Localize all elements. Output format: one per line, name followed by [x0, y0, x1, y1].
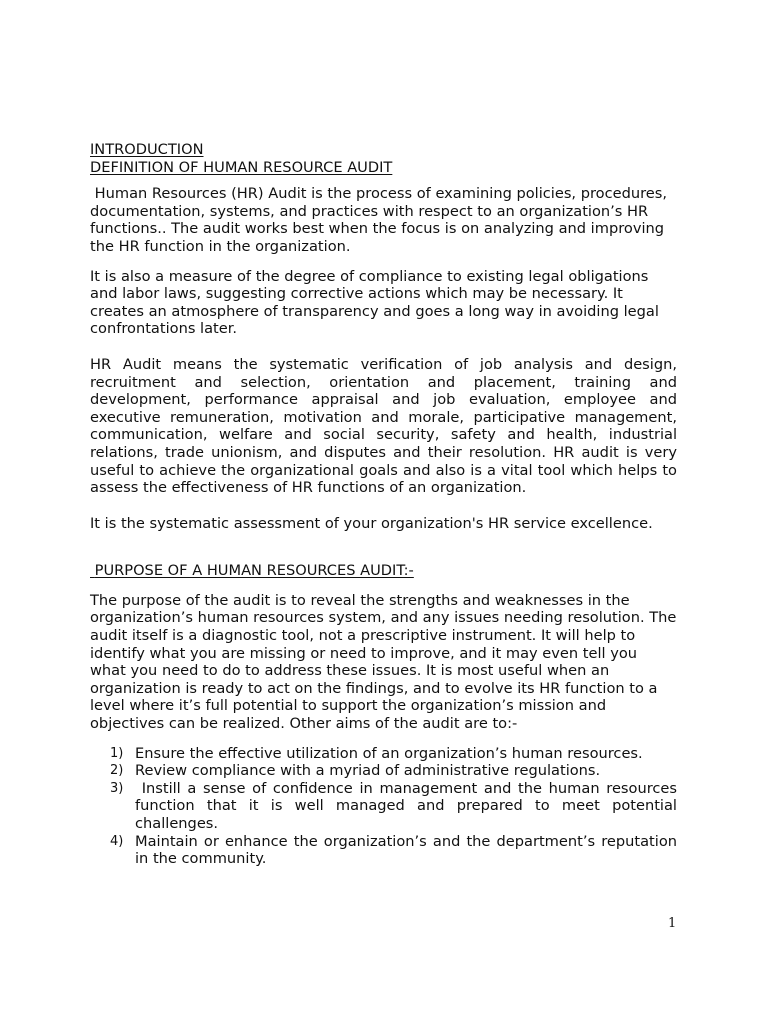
list-item-text: Review compliance with a myriad of administrative regulations. [135, 762, 601, 780]
paragraph-compliance: It is also a measure of the degree of compliance to existing legal obligations and labor laws, suggesting corrective actions which may be necessary. It creates an atmosphere of transparency and goes a long way in avoiding legal confrontations later. [90, 267, 659, 338]
heading-definition: DEFINITION OF HUMAN RESOURCE AUDIT [90, 158, 393, 176]
paragraph-purpose: The purpose of the audit is to reveal the strengths and weaknesses in the organization’s human resources system, and any issues needing resolution. The audit itself is a diagnostic tool, not a prescriptive instrument. It will help to identify what you are missing or need to improve, and it may even tell you what you need to do to address these issues. It is most useful when an organization is ready to act on the findings, and to evolve its HR function to a level where it’s full potential to support the organization’s mission and objectives can be realized. Other aims of the audit are to:- [90, 591, 677, 733]
aims-list [90, 744, 682, 868]
paragraph-hr-audit-meaning: HR Audit means the systematic verification of job analysis and design, recruitment and selection, orientation and placement, training and development, performance appraisal and job evaluation, employee and executive remuneration, motivation and morale, participative management, communication, welfare and social security, safety and health, industrial relations, trade unionism, and disputes and their resolution. HR audit is very useful to achieve the organizational goals and also is a vital tool which helps to assess the effectiveness of HR functions of an organization. [90, 355, 677, 497]
list-item [90, 779, 682, 833]
list-item-text: Instill a sense of confidence in management and the human resources function that it is well managed and prepared to meet potential challenges. [135, 779, 682, 832]
paragraph-definition: Human Resources (HR) Audit is the process of examining policies, procedures, documentation, systems, and practices with respect to an organization’s HR functions.. The audit works best when the focus is on analyzing and improving the HR function in the organization. [90, 185, 672, 255]
list-number: 4) [110, 833, 124, 849]
list-item [90, 745, 677, 763]
list-number: 2) [110, 763, 124, 779]
heading-introduction: INTRODUCTION [90, 141, 204, 158]
list-item-text: Maintain or enhance the organization’s and the department’s reputation in the community. [135, 832, 677, 868]
list-number: 3) [110, 780, 124, 796]
paragraph-assessment: It is the systematic assessment of your organization's HR service excellence. [90, 514, 653, 532]
heading-purpose: PURPOSE OF A HUMAN RESOURCES AUDIT:- [90, 562, 414, 580]
document-body [90, 141, 682, 868]
list-item-text: Ensure the effective utilization of an organization’s human resources. [135, 744, 643, 762]
list-item [90, 833, 677, 868]
page-number: 1 [668, 916, 677, 931]
list-number: 1) [110, 745, 124, 761]
list-item [90, 762, 677, 780]
